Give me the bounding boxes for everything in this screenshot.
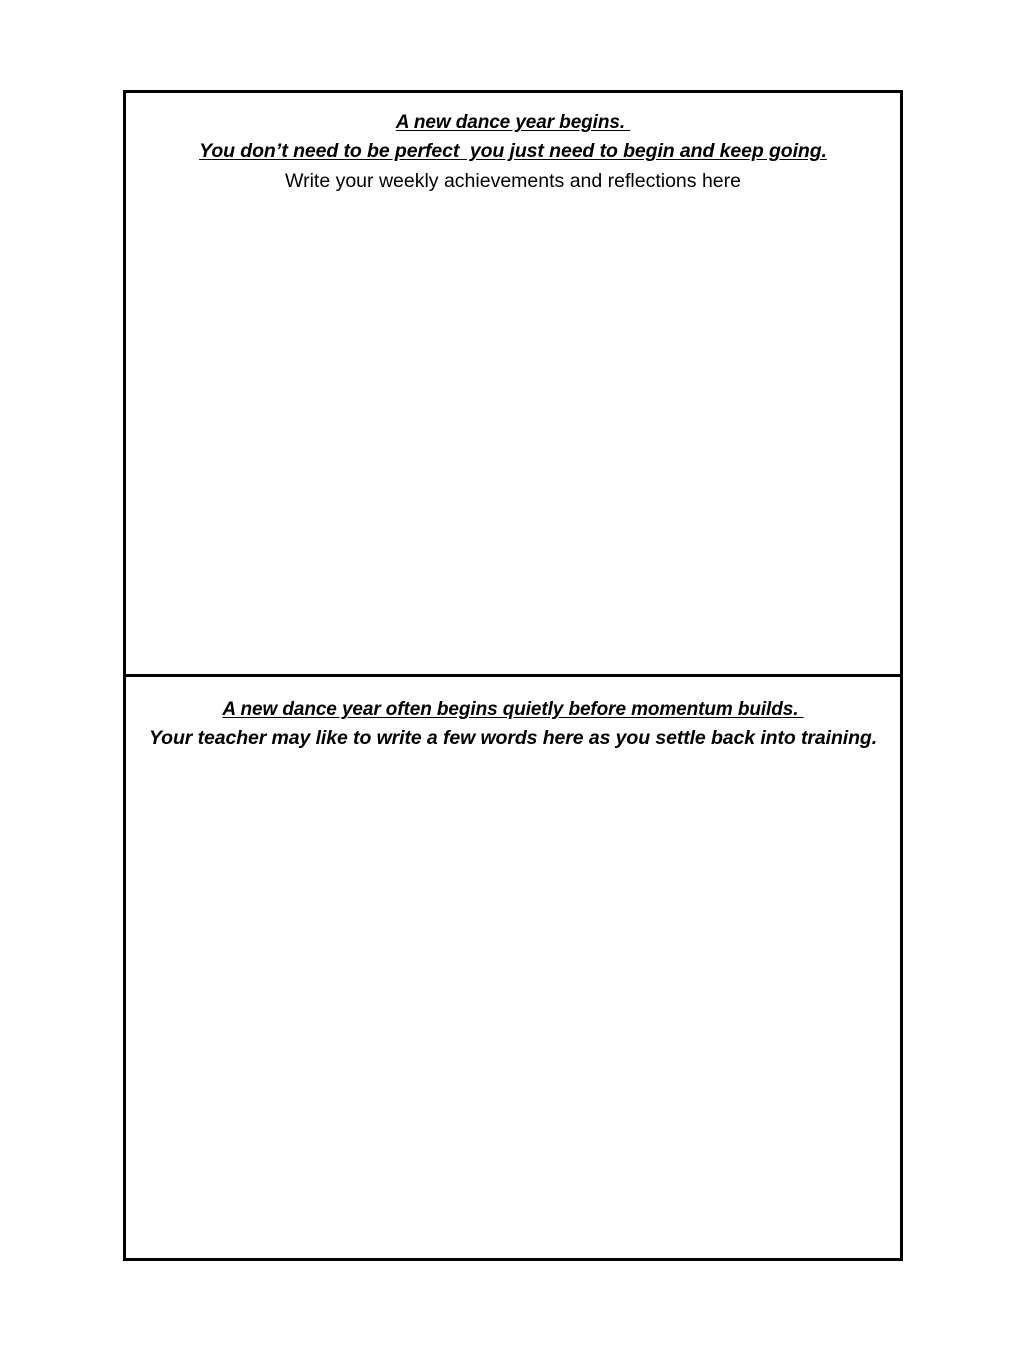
teacher-note-line: Your teacher may like to write a few words here as you settle back into training. [148,726,878,749]
teacher-comments-cell[interactable] [126,677,900,1258]
achievements-cell[interactable] [126,93,900,677]
achievements-heading-line-1: A new dance year begins. [395,112,631,133]
achievements-instruction: Write your weekly achievements and reflections here [285,169,741,192]
teacher-prompt-text [132,696,894,753]
journal-table [123,90,903,1261]
achievements-heading-line-2: You don’t need to be perfect you just need to begin and keep going. [199,139,827,162]
teacher-heading-line-1: A new dance year often begins quietly before momentum builds. [222,699,804,720]
achievements-prompt-text [136,109,890,197]
